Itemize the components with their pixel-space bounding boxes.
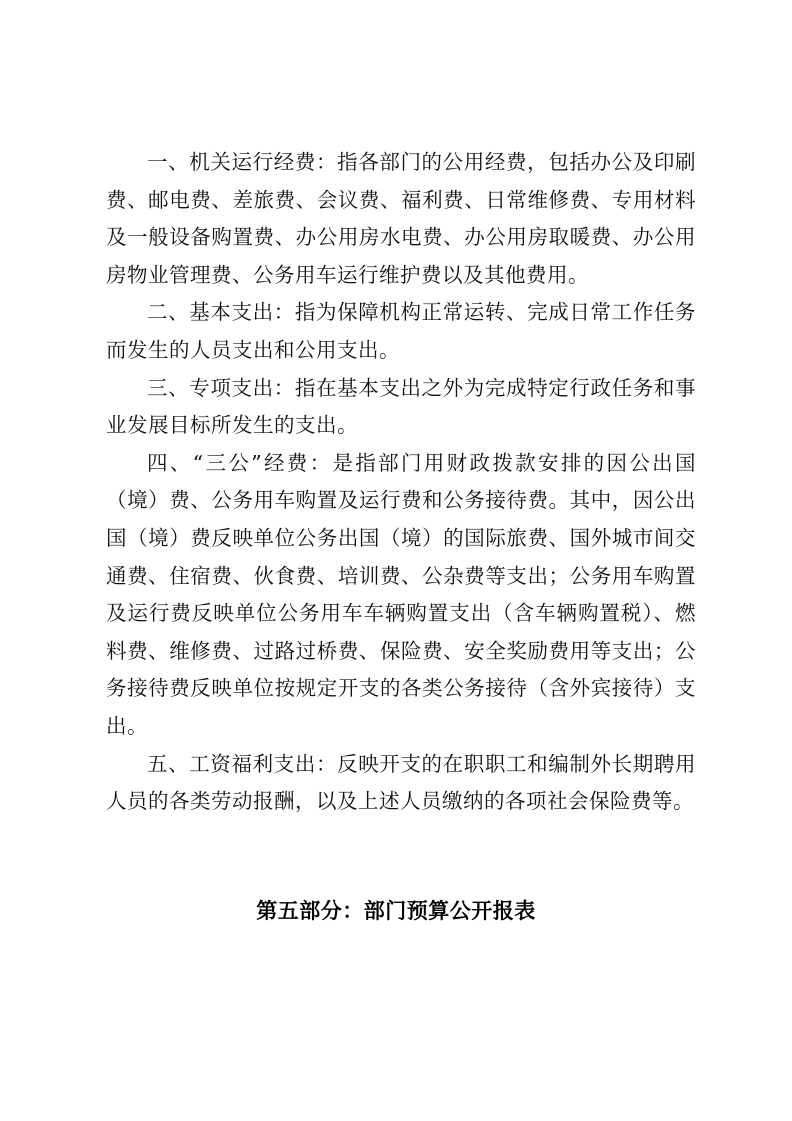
body-text xyxy=(106,144,696,821)
paragraph-wage-welfare: 五、工资福利支出：反映开支的在职职工和编制外长期聘用人员的各类劳动报酬，以及上述人员缴纳的各项社会保险费等。 xyxy=(106,751,696,814)
paragraph-basic-expenditure: 二、基本支出：指为保障机构正常运转、完成日常工作任务而发生的人员支出和公用支出。 xyxy=(106,300,696,362)
paragraph-special-expenditure: 三、专项支出：指在基本支出之外为完成特定行政任务和事业发展目标所发生的支出。 xyxy=(106,375,696,438)
paragraph-three-public-expenses: 四、“三公”经费：是指部门用财政拨款安排的因公出国（境）费、公务用车购置及运行费和公务接待费。其中，因公出国（境）费反映单位公务出国（境）的国际旅费、国外城市间交通费、住宿费、伙食费、培训费、公杂费等支出；公务用车购置及运行费反映单位公务用车车辆购置支出（含车辆购置税）、燃料费、维修费、过路过桥费、保险费、安全奖励费用等支出；公务接待费反映单位按规定开支的各类公务接待（含外宾接待）支出。 xyxy=(106,450,696,738)
paragraph-operating-expenses: 一、机关运行经费：指各部门的公用经费，包括办公及印刷费、邮电费、差旅费、会议费、福利费、日常维修费、专用材料及一般设备购置费、办公用房水电费、办公用房取暖费、办公用房物业管理费、公务用车运行维护费以及其他费用。 xyxy=(106,150,696,287)
section-heading: 第五部分：部门预算公开报表 xyxy=(256,899,536,923)
